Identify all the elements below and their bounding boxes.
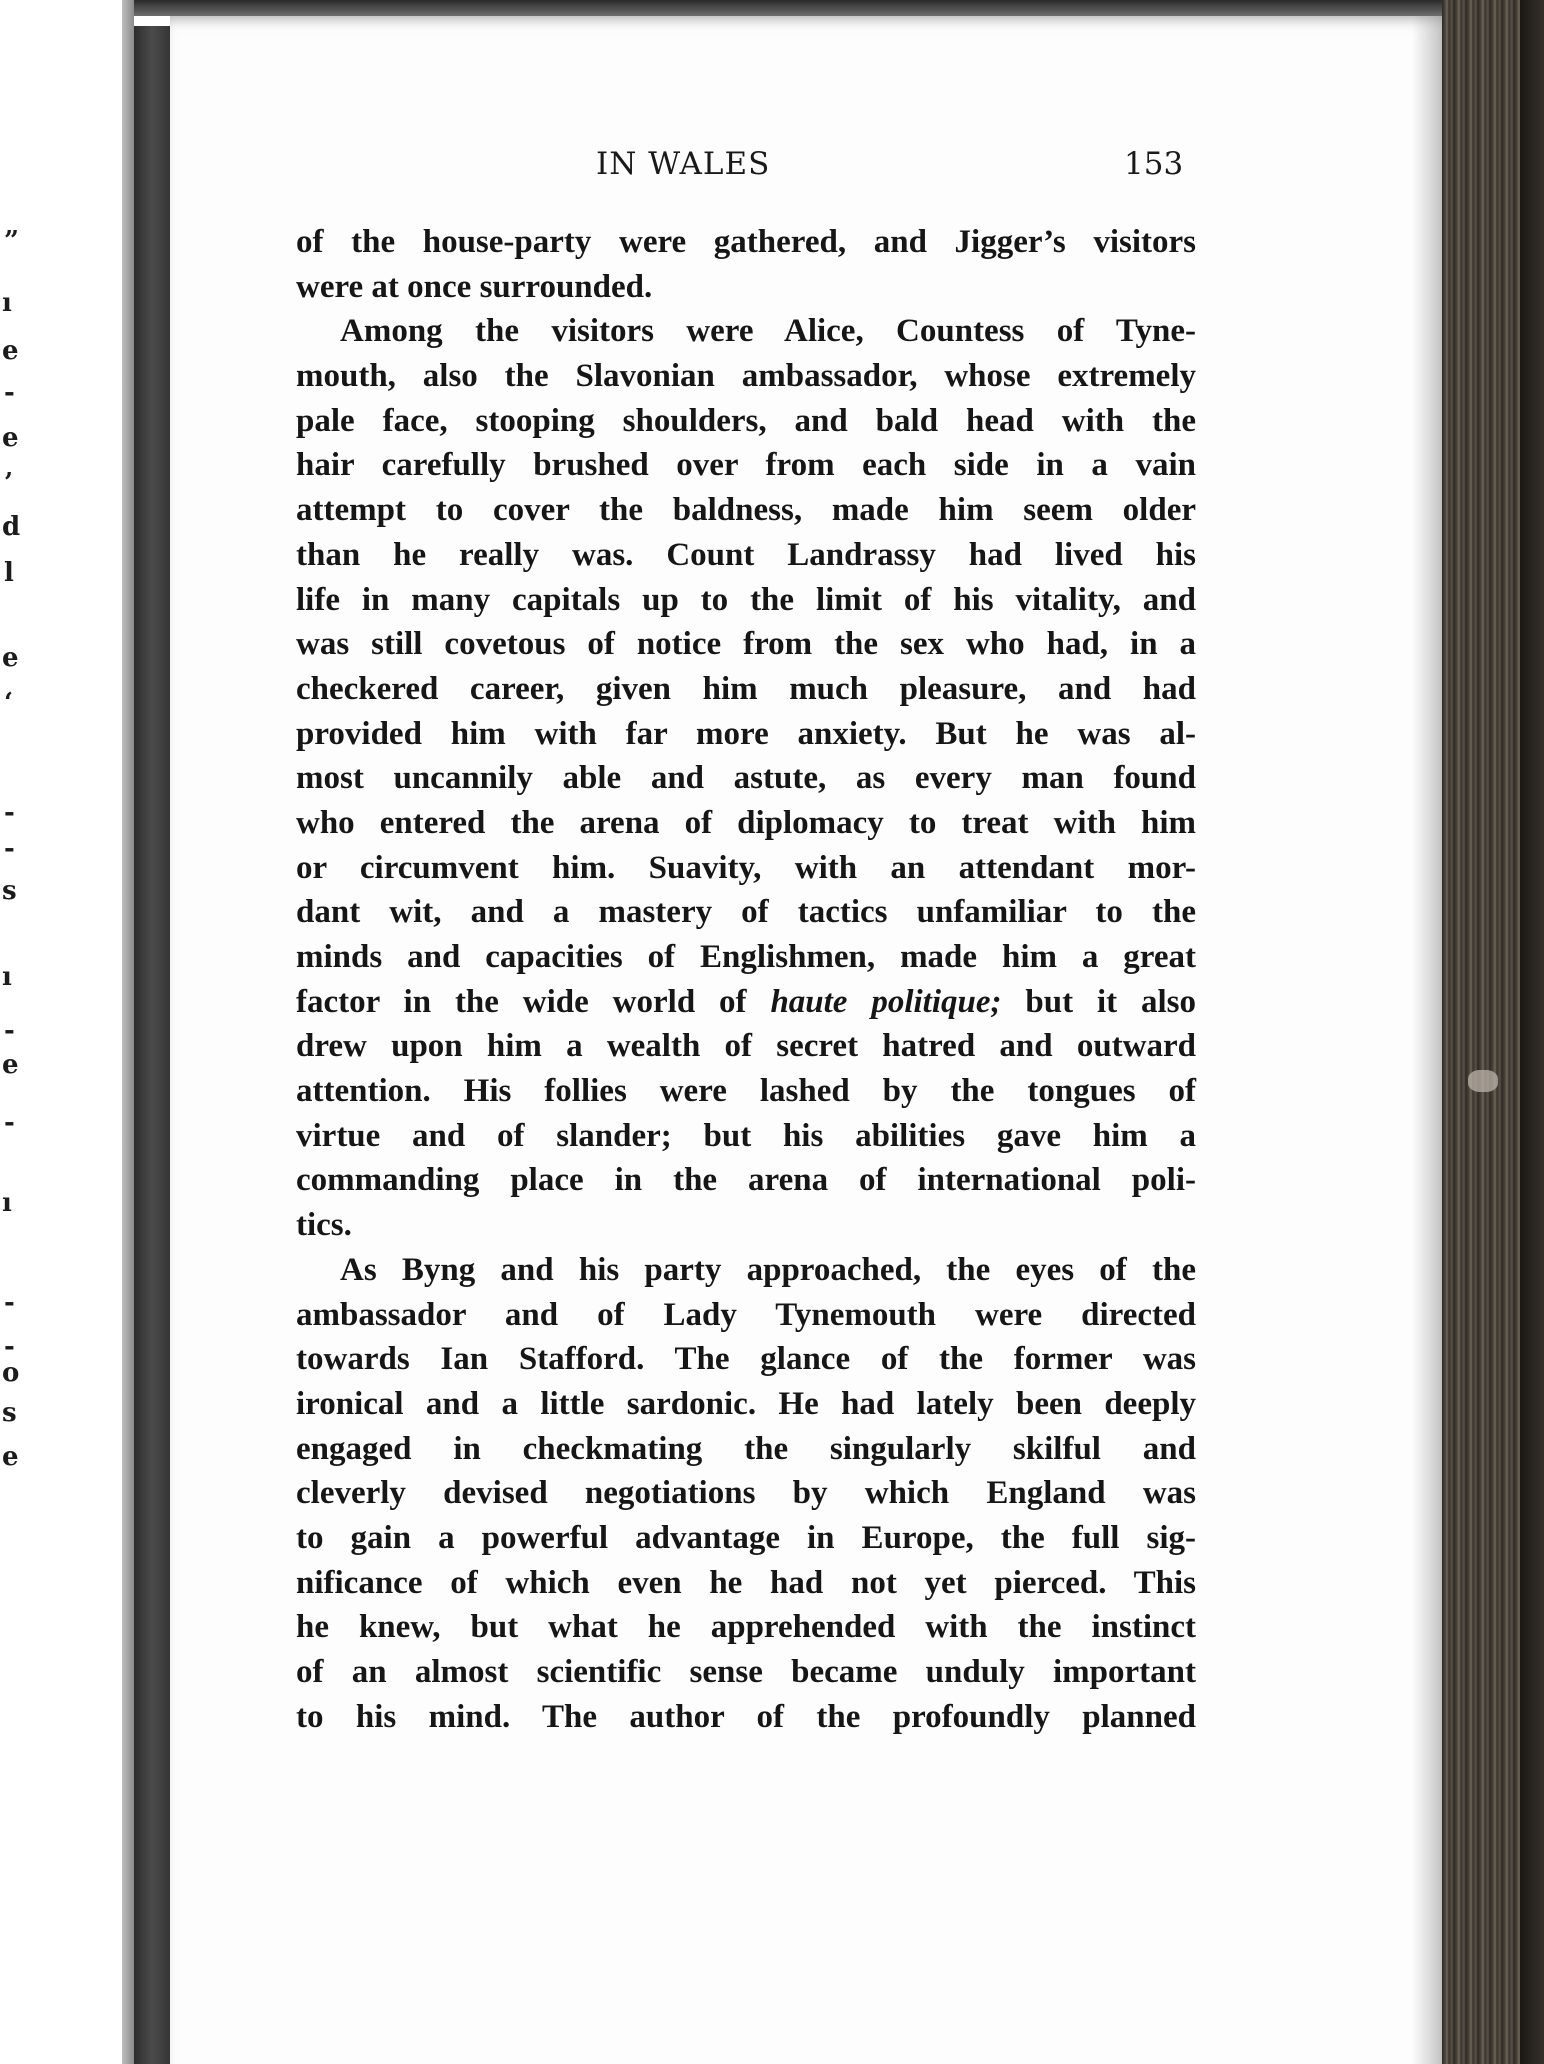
book-cover-edge [1520,0,1544,2064]
text-line: mouth, also the Slavonian ambassador, whose extremely [296,358,1196,395]
page-edge-mark [1468,1070,1498,1092]
text-line: or circumvent him. Suavity, with an attendant mor- [296,849,1196,886]
text-line: dant wit, and a mastery of tactics unfamiliar to the [296,894,1196,931]
text-line: drew upon him a wealth of secret hatred and outward [296,1028,1196,1065]
margin-fragment: e [2,1442,19,1472]
text-line: provided him with far more anxiety. But he was al- [296,715,1196,752]
text-run: factor in the wide world of [296,983,771,1020]
text-line: attempt to cover the baldness, made him seem older [296,492,1196,529]
page-number: 153 [1124,146,1184,182]
text-line: hair carefully brushed over from each side in a vain [296,447,1196,484]
page-curl-shadow [1412,16,1442,2064]
text-line: he knew, but what he apprehended with the instinct [296,1609,1196,1646]
margin-fragment: - [4,1016,15,1046]
text-line: to gain a powerful advantage in Europe, the full sig- [296,1519,1196,1556]
body-text [296,220,1196,1739]
text-run: but it also [1001,983,1196,1020]
text-line: tics. [296,1207,352,1244]
text-line-with-italic [296,980,1196,1025]
margin-fragment: e [2,336,19,366]
text-line: towards Ian Stafford. The glance of the former was [296,1341,1196,1378]
running-head: IN WALES [596,146,771,182]
text-line: of the house-party were gathered, and Jigger’s visitors [296,224,1196,260]
margin-fragment: o [2,1358,20,1388]
margin-fragment: - [4,1332,15,1362]
text-line: commanding place in the arena of international poli- [296,1162,1196,1199]
text-line: ironical and a little sardonic. He had lately been deeply [296,1385,1196,1422]
margin-fragment: e [2,423,19,453]
text-line: minds and capacities of Englishmen, made him a great [296,939,1196,975]
text-line: life in many capitals up to the limit of his vitality, and [296,581,1196,618]
facing-page-margin [0,0,122,2064]
margin-fragment: ı [2,288,12,318]
margin-fragment: ‘ [4,688,14,718]
margin-fragment: s [2,876,17,906]
paragraph-start-line: Among the visitors were Alice, Countess of Tyne- [340,313,1196,350]
margin-fragment: - [4,798,15,828]
paragraph-start-line: As Byng and his party approached, the eyes of the [340,1251,1196,1288]
text-line: who entered the arena of diplomacy to treat with him [296,804,1196,841]
italic-phrase: haute politique; [770,983,1002,1020]
text-line: of an almost scientific sense became unduly important [296,1654,1196,1690]
margin-fragment: s [2,1398,17,1428]
text-line: cleverly devised negotiations by which England was [296,1475,1196,1512]
margin-fragment: e [2,1050,19,1080]
book-gutter [134,26,170,2064]
text-line: attention. His follies were lashed by the tongues of [296,1073,1196,1110]
text-line: than he really was. Count Landrassy had lived his [296,536,1196,573]
margin-fragment: e [2,643,19,673]
text-line: engaged in checkmating the singularly skilful and [296,1430,1196,1467]
margin-fragment: - [4,834,15,864]
gutter-shadow [122,0,134,2064]
text-line: most uncannily able and astute, as every man found [296,760,1196,797]
margin-fragment: - [4,1108,15,1138]
text-line: nificance of which even he had not yet pierced. This [296,1564,1196,1601]
margin-fragment: - [4,1288,15,1318]
text-line: virtue and of slander; but his abilities gave him a [296,1117,1196,1154]
text-line: were at once surrounded. [296,268,653,305]
margin-fragment: d [2,512,21,542]
text-line: was still covetous of notice from the sex who had, in a [296,626,1196,663]
margin-fragment: - [4,378,15,408]
margin-fragment: ı [2,1188,12,1218]
margin-fragment: ” [4,226,19,256]
text-line: checkered career, given him much pleasure, and had [296,670,1196,707]
text-line: to his mind. The author of the profoundly planned [296,1698,1196,1735]
margin-fragment: ı [2,962,12,992]
margin-fragment: ’ [4,468,14,498]
top-edge-shadow [134,0,1444,16]
text-line: ambassador and of Lady Tynemouth were directed [296,1296,1196,1333]
margin-fragment: l [4,558,14,588]
text-line: pale face, stooping shoulders, and bald head with the [296,402,1196,439]
